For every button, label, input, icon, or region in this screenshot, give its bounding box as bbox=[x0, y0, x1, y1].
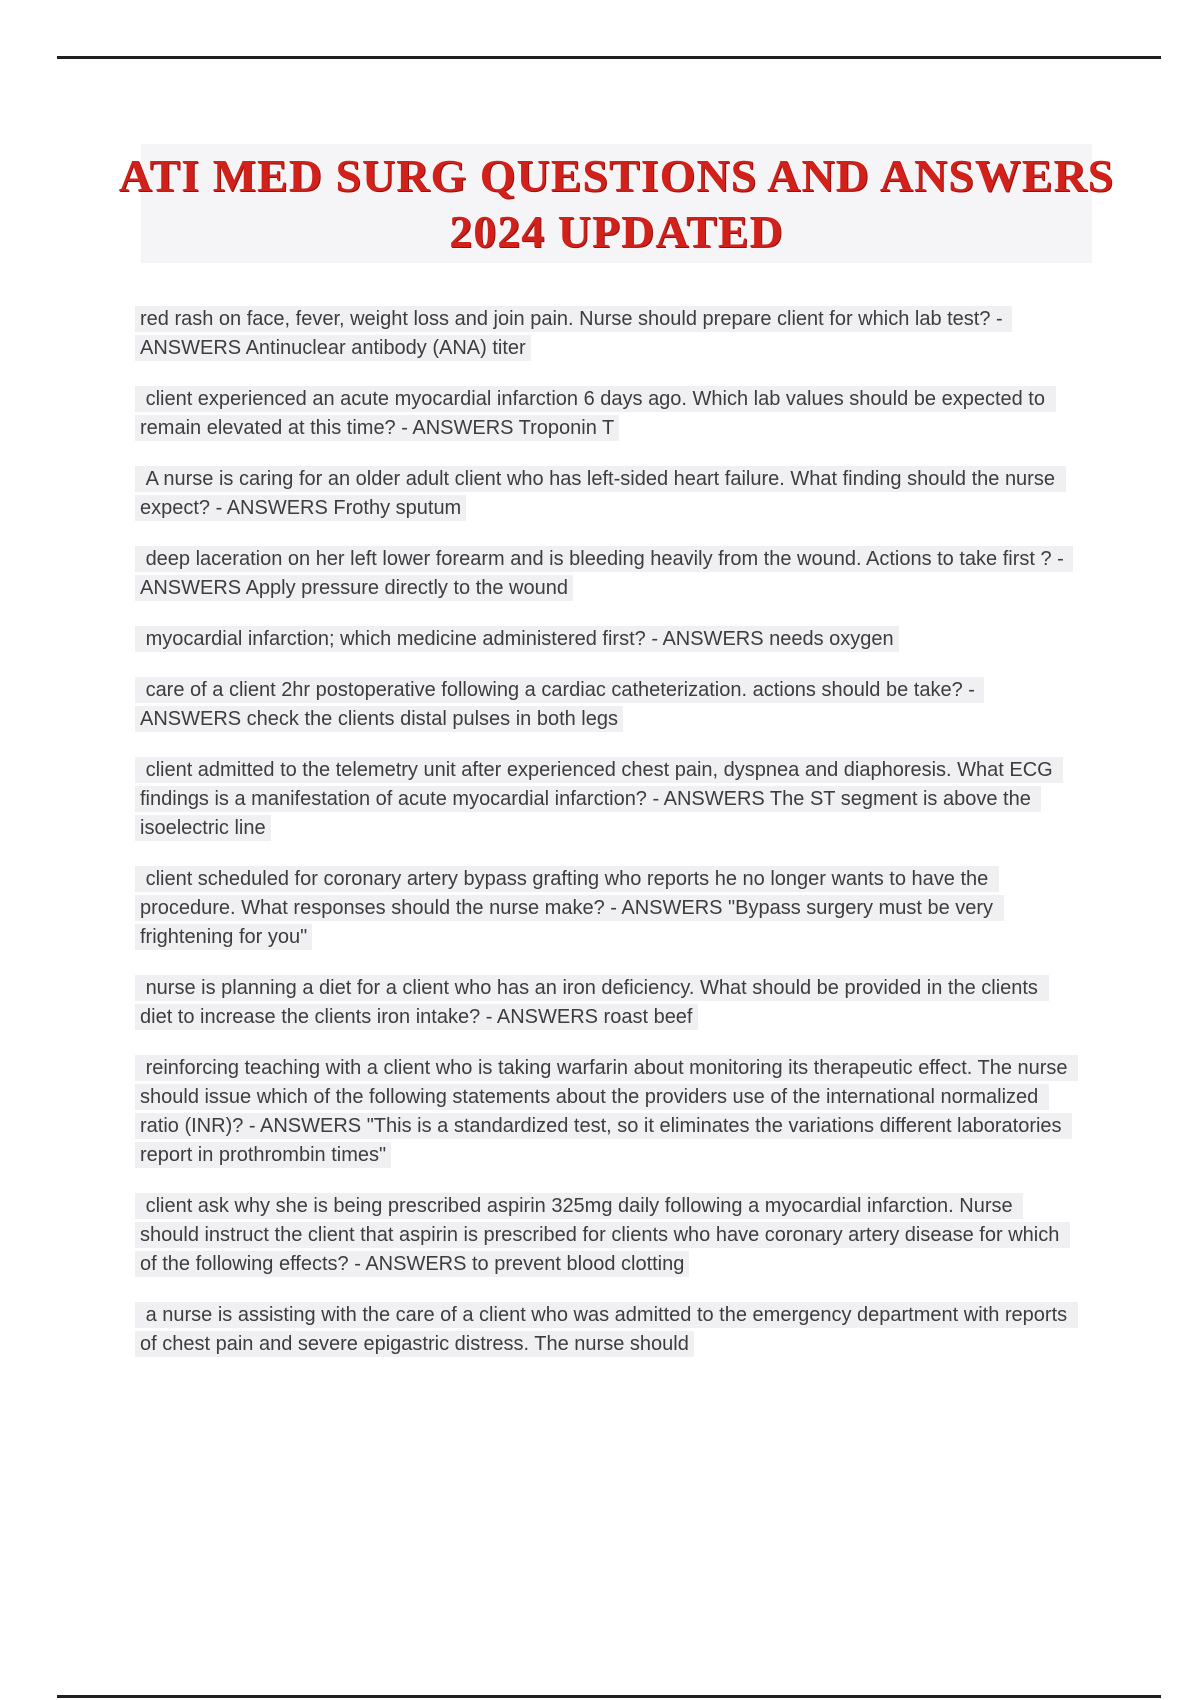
qa-text: client experienced an acute myocardial infarction 6 days ago. Which lab values should be expected to remain elevated at this time? - ANSWERS Troponin T bbox=[135, 386, 1056, 441]
qa-text: red rash on face, fever, weight loss and join pain. Nurse should prepare client for which lab test? - ANSWERS Antinuclear antibody (ANA) titer bbox=[135, 306, 1012, 361]
qa-paragraph bbox=[135, 545, 1070, 603]
qa-text: myocardial infarction; which medicine administered first? - ANSWERS needs oxygen bbox=[135, 626, 899, 652]
qa-paragraph bbox=[135, 305, 1070, 363]
qa-text: a nurse is assisting with the care of a client who was admitted to the emergency department with reports of chest pain and severe epigastric distress. The nurse should bbox=[135, 1302, 1078, 1357]
document-title-line1: ATI MED SURG QUESTIONS AND ANSWERS bbox=[118, 149, 1115, 201]
qa-text: client ask why she is being prescribed aspirin 325mg daily following a myocardial infarction. Nurse should instruct the client that aspirin is prescribed for clients who have coronary artery disease for which of the following effects? - ANSWERS to prevent blood clotting bbox=[135, 1193, 1070, 1277]
qa-paragraph bbox=[135, 385, 1070, 443]
qa-paragraph bbox=[135, 1192, 1070, 1279]
top-rule bbox=[57, 56, 1161, 59]
qa-text: client admitted to the telemetry unit after experienced chest pain, dyspnea and diaphoresis. What ECG findings is a manifestation of acute myocardial infarction? - ANSWERS The ST segment is above the isoelectric line bbox=[135, 757, 1063, 841]
qa-text: deep laceration on her left lower forearm and is bleeding heavily from the wound. Actions to take first ? - ANSWERS Apply pressure directly to the wound bbox=[135, 546, 1073, 601]
qa-paragraph bbox=[135, 865, 1070, 952]
qa-text: nurse is planning a diet for a client who has an iron deficiency. What should be provided in the clients diet to increase the clients iron intake? - ANSWERS roast beef bbox=[135, 975, 1049, 1030]
qa-list bbox=[135, 305, 1074, 1381]
qa-paragraph bbox=[135, 1054, 1074, 1170]
qa-text: A nurse is caring for an older adult client who has left-sided heart failure. What finding should the nurse expect? - ANSWERS Frothy sputum bbox=[135, 466, 1066, 521]
qa-text: care of a client 2hr postoperative following a cardiac catheterization. actions should be take? - ANSWERS check the clients distal pulses in both legs bbox=[135, 677, 984, 732]
qa-text: reinforcing teaching with a client who is taking warfarin about monitoring its therapeutic effect. The nurse should issue which of the following statements about the providers use of the international normalized ratio (INR)? - ANSWERS "This is a standardized test, so it eliminates the variations different laboratories report in prothrombin times" bbox=[135, 1055, 1078, 1168]
qa-text: client scheduled for coronary artery bypass grafting who reports he no longer wants to have the procedure. What responses should the nurse make? - ANSWERS "Bypass surgery must be very frightening for you" bbox=[135, 866, 1004, 950]
qa-paragraph bbox=[135, 465, 1070, 523]
qa-paragraph bbox=[135, 1301, 1073, 1359]
title-banner bbox=[118, 144, 1115, 263]
qa-paragraph bbox=[135, 676, 1070, 734]
qa-paragraph bbox=[135, 756, 1070, 843]
document-title-line2: 2024 UPDATED bbox=[449, 205, 784, 257]
qa-paragraph bbox=[135, 974, 1070, 1032]
qa-paragraph bbox=[135, 625, 1070, 654]
bottom-rule bbox=[57, 1695, 1161, 1698]
